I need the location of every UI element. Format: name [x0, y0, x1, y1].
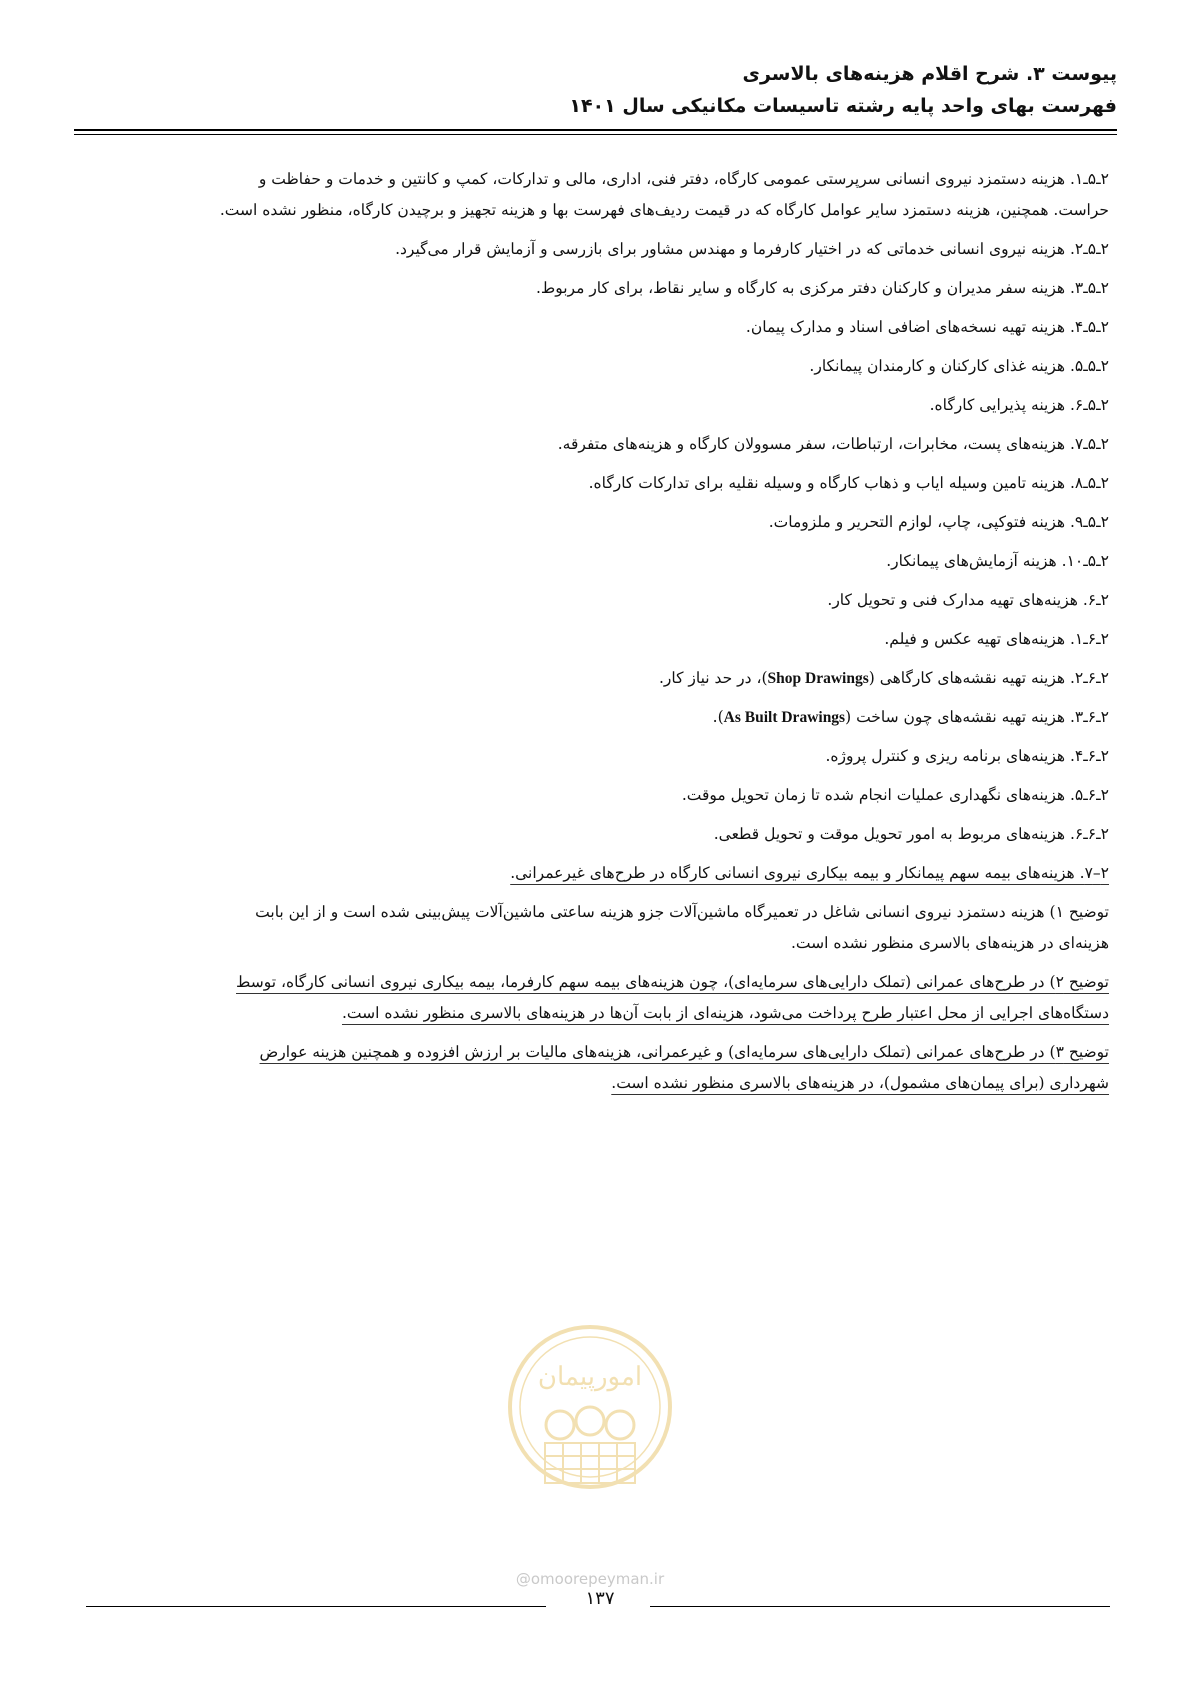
paragraph-text: ۲–۷. هزینه‌های بیمه سهم پیمانکار و بیمه بیکاری نیروی انسانی کارگاه در طرح‌های غیرعمرانی.	[510, 864, 1109, 882]
paragraph-2-6-6: ۲ـ۶ـ۶. هزینه‌های مربوط به امور تحویل موقت و تحویل قطعی.	[713, 825, 1109, 843]
watermark-url: @omoorepeyman.ir	[515, 1570, 665, 1588]
paragraph-2-6-2	[88, 663, 1109, 694]
header-document-title: فهرست بهای واحد پایه رشته تاسیسات مکانیکی سال ۱۴۰۱	[569, 95, 1117, 117]
note-line: توضیح ۱) هزینه دستمزد نیروی انسانی شاغل در تعمیرگاه ماشین‌آلات جزو هزینه ساعتی ماشین‌آلات پیش‌بینی شده است و از این بابت	[255, 903, 1109, 921]
footer-divider-left	[86, 1606, 546, 1607]
paragraph-2-5-3: ۲ـ۵ـ۳. هزینه سفر مدیران و کارکنان دفتر مرکزی به کارگاه و سایر نقاط، برای کار مربوط.	[535, 279, 1109, 297]
watermark-logo-text: امورپیمان	[537, 1362, 643, 1392]
paragraph-2-5-5: ۲ـ۵ـ۵. هزینه غذای کارکنان و کارمندان پیمانکار.	[809, 357, 1109, 375]
paragraph-2-5-6: ۲ـ۵ـ۶. هزینه پذیرایی کارگاه.	[929, 396, 1109, 414]
header-appendix-title: پیوست ۳. شرح اقلام هزینه‌های بالاسری	[742, 63, 1117, 85]
header-divider-thin	[74, 134, 1117, 135]
note-2	[88, 967, 1109, 1029]
paragraph-2-5-2: ۲ـ۵ـ۲. هزینه نیروی انسانی خدماتی که در اختیار کارفرما و مهندس مشاور برای بازرسی و آزمایش قرار می‌گیرد.	[395, 240, 1109, 258]
paragraph-line: حراست. همچنین، هزینه دستمزد سایر عوامل کارگاه که در قیمت ردیف‌های فهرست بها و هزینه تجهیز و برچیدن کارگاه، منظور نشده است.	[219, 201, 1109, 219]
english-term: Shop Drawings	[767, 670, 869, 687]
paragraph-2-5-1	[88, 164, 1109, 226]
paragraph-2-5-7: ۲ـ۵ـ۷. هزینه‌های پست، مخابرات، ارتباطات، سفر مسوولان کارگاه و هزینه‌های متفرقه.	[557, 435, 1109, 453]
page-number: ۱۳۷	[585, 1588, 615, 1609]
paragraph-2-5-8: ۲ـ۵ـ۸. هزینه تامین وسیله ایاب و ذهاب کارگاه و وسیله نقلیه برای تدارکات کارگاه.	[588, 474, 1109, 492]
paragraph-2-6-3	[88, 702, 1109, 733]
paragraph-2-5-9: ۲ـ۵ـ۹. هزینه فتوکپی، چاپ، لوازم التحریر و ملزومات.	[768, 513, 1109, 531]
note-line: هزینه‌ای در هزینه‌های بالاسری منظور نشده است.	[790, 934, 1109, 952]
watermark-logo	[505, 1315, 675, 1505]
paragraph-text: ).	[712, 708, 724, 726]
paragraph-line: ۲ـ۵ـ۱. هزینه دستمزد نیروی انسانی سرپرستی عمومی کارگاه، دفتر فنی، اداری، مالی و تدارکات، کمپ و کانتین و خدمات و حفاظت و	[258, 170, 1109, 188]
paragraph-2-5-10: ۲ـ۵ـ۱۰. هزینه آزمایش‌های پیمانکار.	[886, 552, 1109, 570]
paragraph-2-7	[88, 858, 1109, 889]
paragraph-text: )، در حد نیاز کار.	[658, 669, 768, 687]
document-body	[88, 164, 1109, 1107]
header-divider-thick	[74, 129, 1117, 131]
note-line: توضیح ۲) در طرح‌های عمرانی (تملک دارایی‌های سرمایه‌ای)، چون هزینه‌های بیمه سهم کارفرما، بیمه بیکاری نیروی انسانی کارگاه، توسط	[236, 973, 1109, 991]
paragraph-2-5-4: ۲ـ۵ـ۴. هزینه تهیه نسخه‌های اضافی اسناد و مدارک پیمان.	[745, 318, 1109, 336]
paragraph-2-6-5: ۲ـ۶ـ۵. هزینه‌های نگهداری عملیات انجام شده تا زمان تحویل موقت.	[681, 786, 1109, 804]
paragraph-2-6-4: ۲ـ۶ـ۴. هزینه‌های برنامه ریزی و کنترل پروژه.	[825, 747, 1109, 765]
note-line: دستگاه‌های اجرایی از محل اعتبار طرح پرداخت می‌شود، هزینه‌ای از بابت آن‌ها در هزینه‌های بالاسری منظور نشده است.	[341, 1004, 1109, 1022]
note-line: توضیح ۳) در طرح‌های عمرانی (تملک دارایی‌های سرمایه‌ای) و غیرعمرانی، هزینه‌های مالیات بر ارزش افزوده و همچنین هزینه عوارض	[259, 1043, 1109, 1061]
footer-divider-right	[650, 1606, 1110, 1607]
note-1	[88, 897, 1109, 959]
page-header	[74, 58, 1117, 122]
paragraph-text: ۲ـ۶ـ۲. هزینه تهیه نقشه‌های کارگاهی (	[868, 669, 1109, 687]
paragraph-text: ۲ـ۶ـ۳. هزینه تهیه نقشه‌های چون ساخت (	[845, 708, 1109, 726]
note-line: شهرداری (برای پیمان‌های مشمول)، در هزینه‌های بالاسری منظور نشده است.	[611, 1074, 1109, 1092]
note-3	[88, 1037, 1109, 1099]
paragraph-2-6: ۲ـ۶. هزینه‌های تهیه مدارک فنی و تحویل کار.	[827, 591, 1109, 609]
english-term: As Built Drawings	[723, 709, 846, 726]
paragraph-2-6-1: ۲ـ۶ـ۱. هزینه‌های تهیه عکس و فیلم.	[884, 630, 1109, 648]
